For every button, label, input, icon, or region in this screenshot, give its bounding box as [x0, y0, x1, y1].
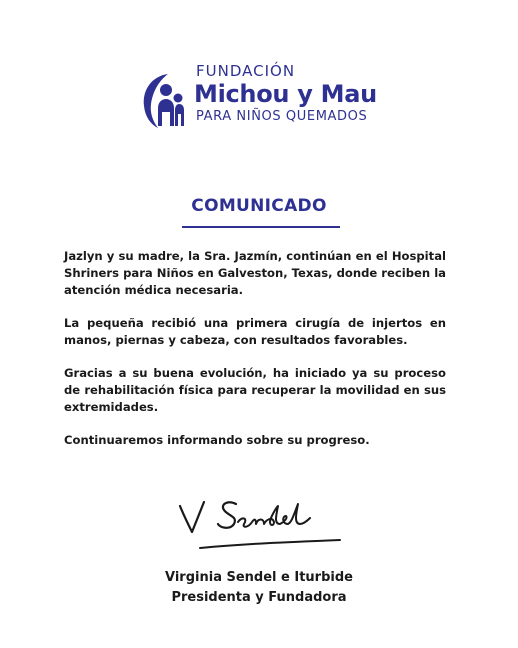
signatory-title: Presidenta y Fundadora — [171, 590, 347, 605]
paragraph-1: Jazlyn y su madre, la Sra. Jazmín, continúan en el Hospital Shriners para Niños en Galveston, Texas, donde reciben la atención médica necesaria. — [64, 249, 446, 297]
handwritten-signature — [170, 492, 350, 554]
logo-line-fundacion: FUNDACIÓN — [196, 62, 296, 80]
logo-mark-icon — [138, 68, 188, 130]
foundation-logo — [138, 62, 378, 134]
signatory-block — [0, 568, 518, 608]
title-underline — [182, 226, 340, 228]
page-title: COMUNICADO — [191, 196, 327, 216]
logo-line-name: Michou y Mau — [194, 80, 377, 108]
paragraph-4: Continuaremos informando sobre su progreso. — [64, 433, 370, 447]
paragraph-2: La pequeña recibió una primera cirugía de injertos en manos, piernas y cabeza, con resultados favorables. — [64, 316, 446, 347]
signatory-name: Virginia Sendel e Iturbide — [165, 570, 353, 585]
logo-line-subtitle: PARA NIÑOS QUEMADOS — [196, 109, 368, 124]
paragraph-3: Gracias a su buena evolución, ha iniciado ya su proceso de rehabilitación física para recuperar la movilidad en sus extremidades. — [64, 366, 446, 414]
statement-body — [64, 248, 446, 465]
